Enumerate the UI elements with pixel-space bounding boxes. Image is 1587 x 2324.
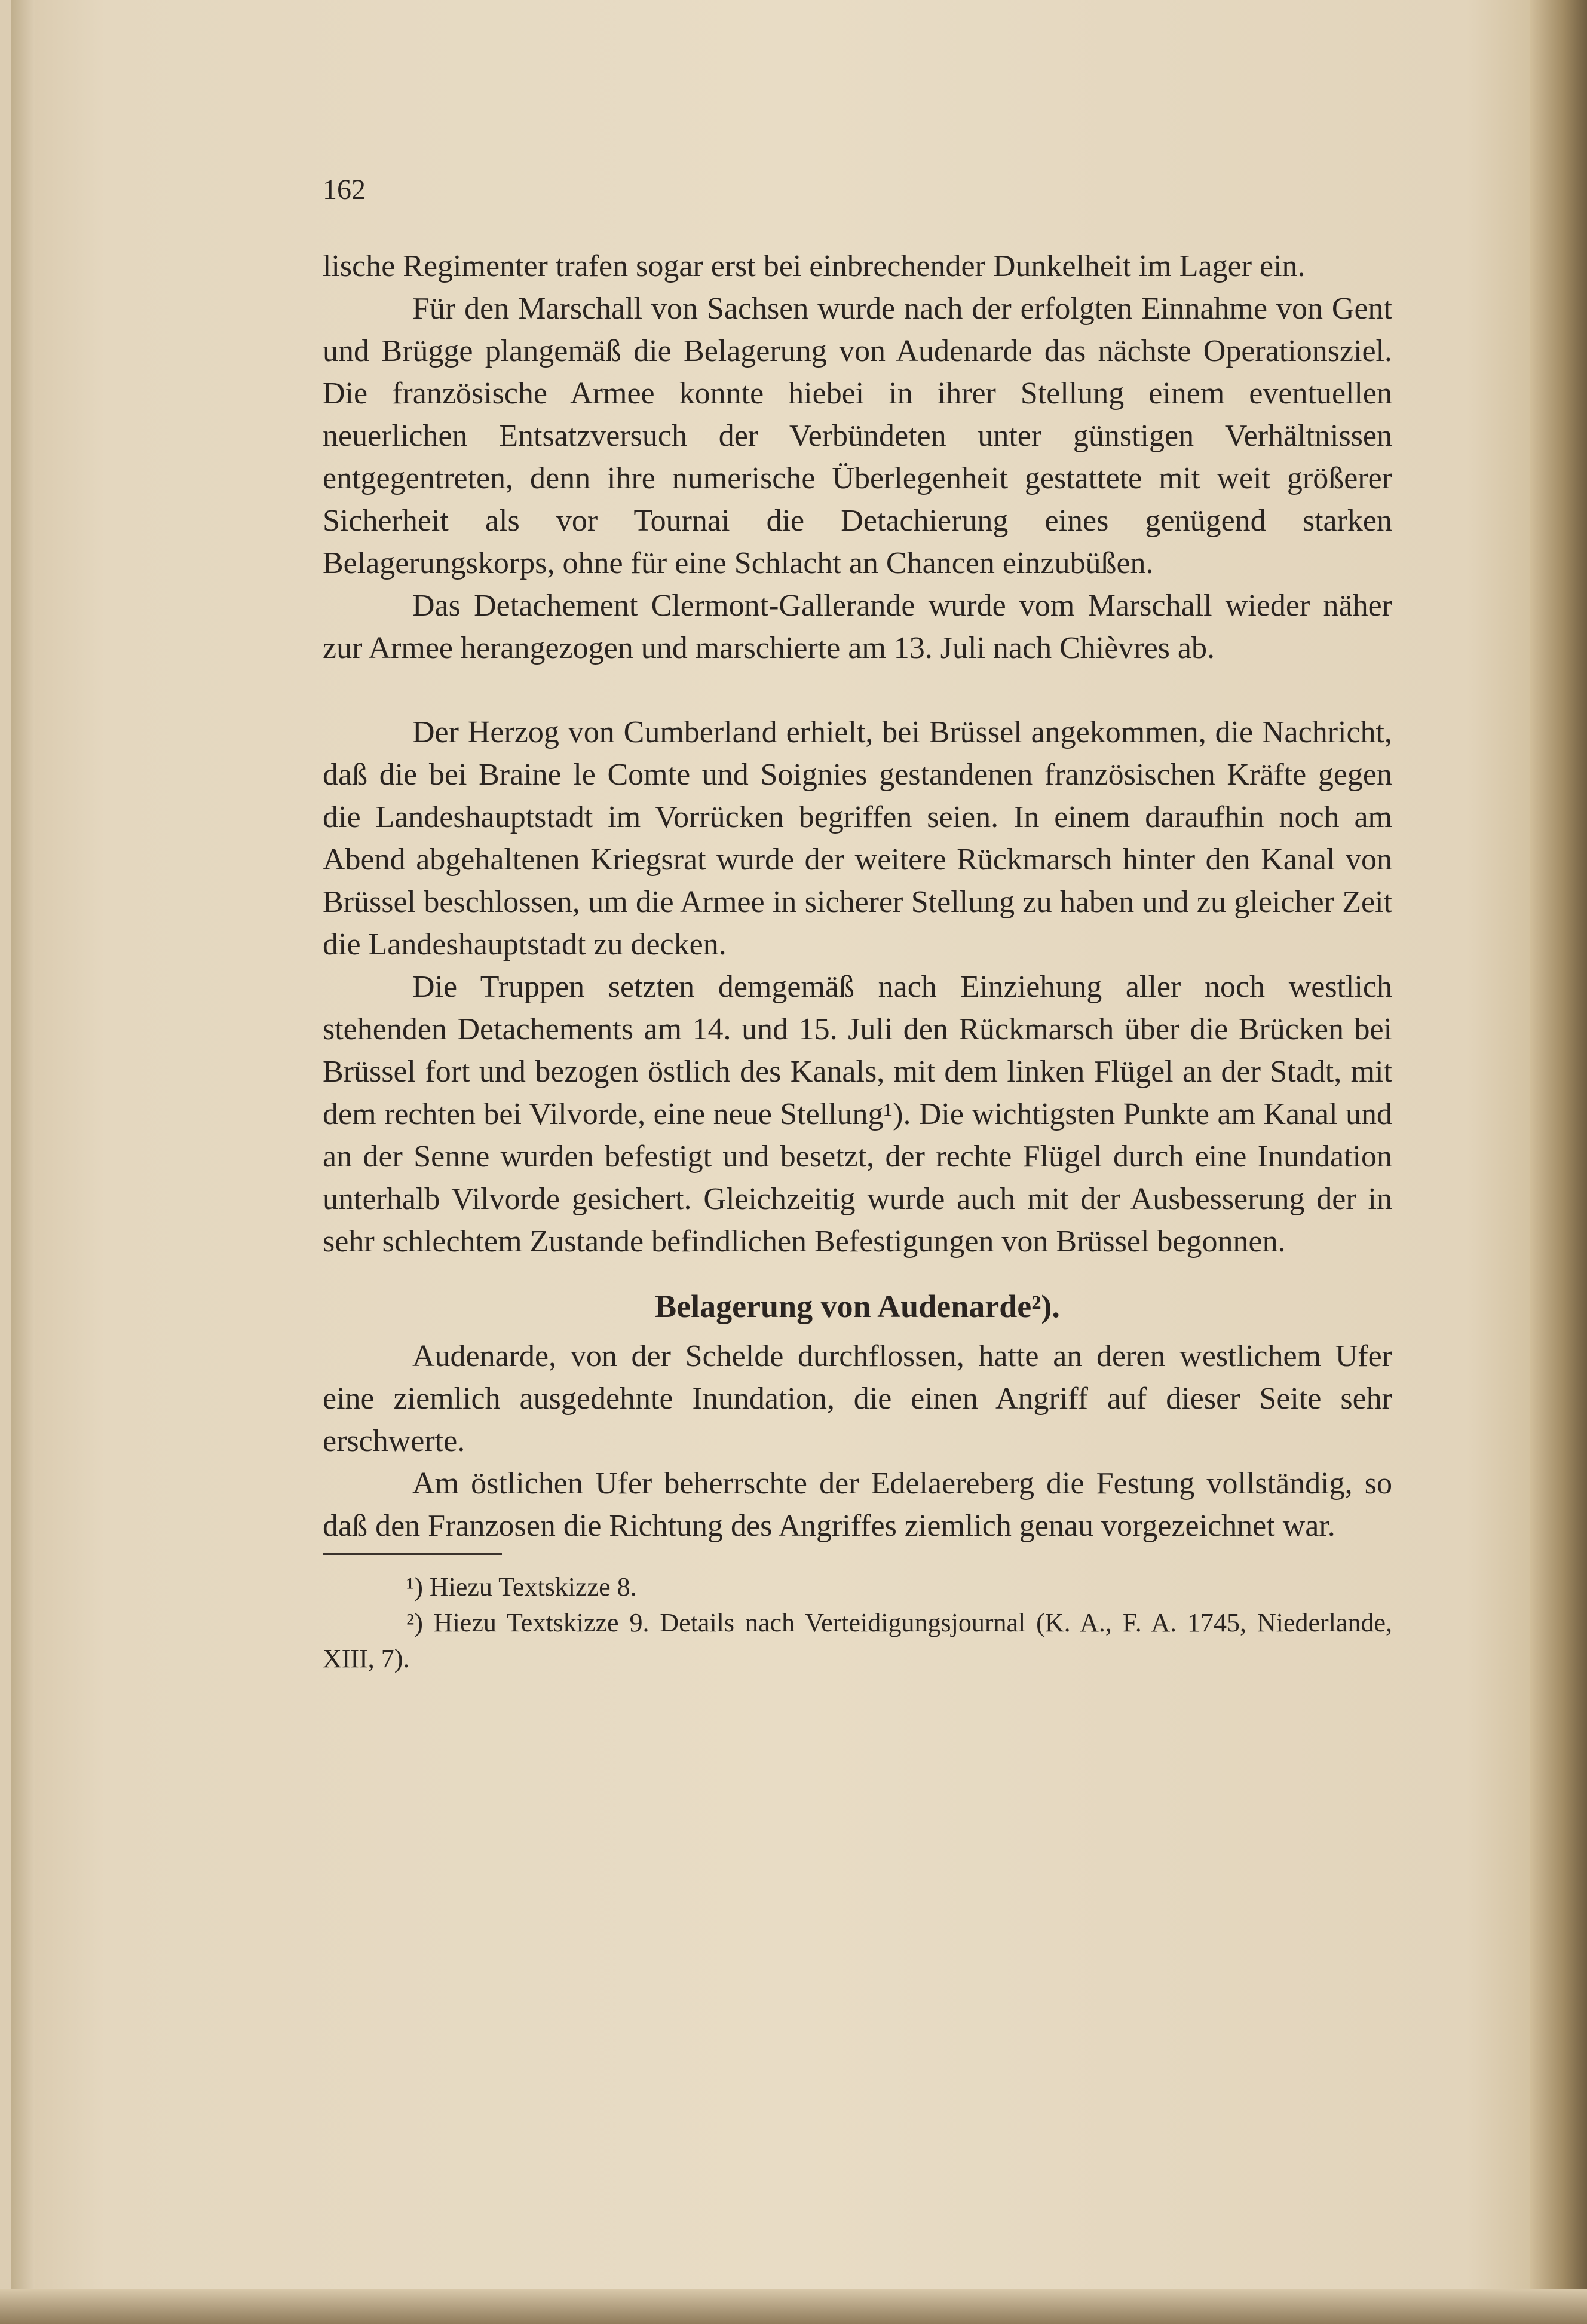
page-binding-shadow bbox=[11, 0, 35, 2324]
paragraph-4: Der Herzog von Cumberland erhielt, bei Brüssel angekommen, die Nachricht, daß die bei Braine le Comte und Soignies gestandenen französischen Kräfte gegen die Landeshauptstadt im Vorrücken begriffen seien. In einem daraufhin noch am Abend abgehaltenen Kriegsrat wurde der weitere Rückmarsch hinter den Kanal von Brüssel beschlossen, um die Armee in sicherer Stellung zu haben und zu gleicher Zeit die Landeshauptstadt zu decken. bbox=[323, 715, 1392, 962]
paragraph-2: Für den Marschall von Sachsen wurde nach der erfolgten Einnahme von Gent und Brügge plangemäß die Belagerung von Audenarde das nächste Operationsziel. Die französische Armee konnte hiebei in ihrer Stellung einem eventuellen neuerlichen Entsatzversuch der Verbündeten unter günstigen Verhältnissen entgegentreten, denn ihre numerische Überlegenheit gestattete mit weit größerer Sicherheit als vor Tournai die Detachierung eines genügend starken Belagerungskorps, ohne für eine Schlacht an Chancen einzubüßen. bbox=[323, 292, 1392, 580]
footnote-2: ²) Hiezu Textskizze 9. Details nach Verteidigungsjournal (K. A., F. A. 1745, Niederlande, XIII, 7). bbox=[323, 1608, 1392, 1673]
footnote-1: ¹) Hiezu Textskizze 8. bbox=[406, 1572, 637, 1602]
paragraph-5: Die Truppen setzten demgemäß nach Einziehung aller noch westlich stehenden Detachements am 14. und 15. Juli den Rückmarsch über die Brücken bei Brüssel fort und bezogen östlich des Kanals, mit dem linken Flügel an der Stadt, mit dem rechten bei Vilvorde, eine neue Stellung¹). Die wichtigsten Punkte am Kanal und an der Senne wurden befestigt und besetzt, der rechte Flügel durch eine Inundation unterhalb Vilvorde gesichert. Gleichzeitig wurde auch mit der Ausbesserung der in sehr schlechtem Zustande befindlichen Befestigungen von Brüssel begonnen. bbox=[323, 970, 1392, 1259]
section-paragraph-1: Audenarde, von der Schelde durchflossen, hatte an deren westlichem Ufer eine ziemlich ausgedehnte Inundation, die einen Angriff auf dieser Seite sehr erschwerte. bbox=[323, 1339, 1392, 1458]
section-heading: Belagerung von Audenarde²). bbox=[655, 1288, 1060, 1324]
page-bottom-edge bbox=[0, 2289, 1587, 2324]
page-right-edge bbox=[1530, 0, 1587, 2324]
section-paragraph-2: Am östlichen Ufer beherrschte der Edelaereberg die Festung vollständig, so daß den Franzosen die Richtung des Angriffes ziemlich genau vorgezeichnet war. bbox=[323, 1466, 1392, 1543]
body-text bbox=[323, 167, 1392, 1677]
footnote-divider bbox=[323, 1553, 502, 1555]
page-number: 162 bbox=[323, 174, 366, 206]
section-gap bbox=[323, 669, 1392, 711]
paragraph-1: lische Regimenter trafen sogar erst bei einbrechender Dunkelheit im Lager ein. bbox=[323, 249, 1306, 283]
paragraph-3: Das Detachement Clermont-Gallerande wurde vom Marschall wieder näher zur Armee herangezogen und marschierte am 13. Juli nach Chièvres ab. bbox=[323, 589, 1392, 665]
